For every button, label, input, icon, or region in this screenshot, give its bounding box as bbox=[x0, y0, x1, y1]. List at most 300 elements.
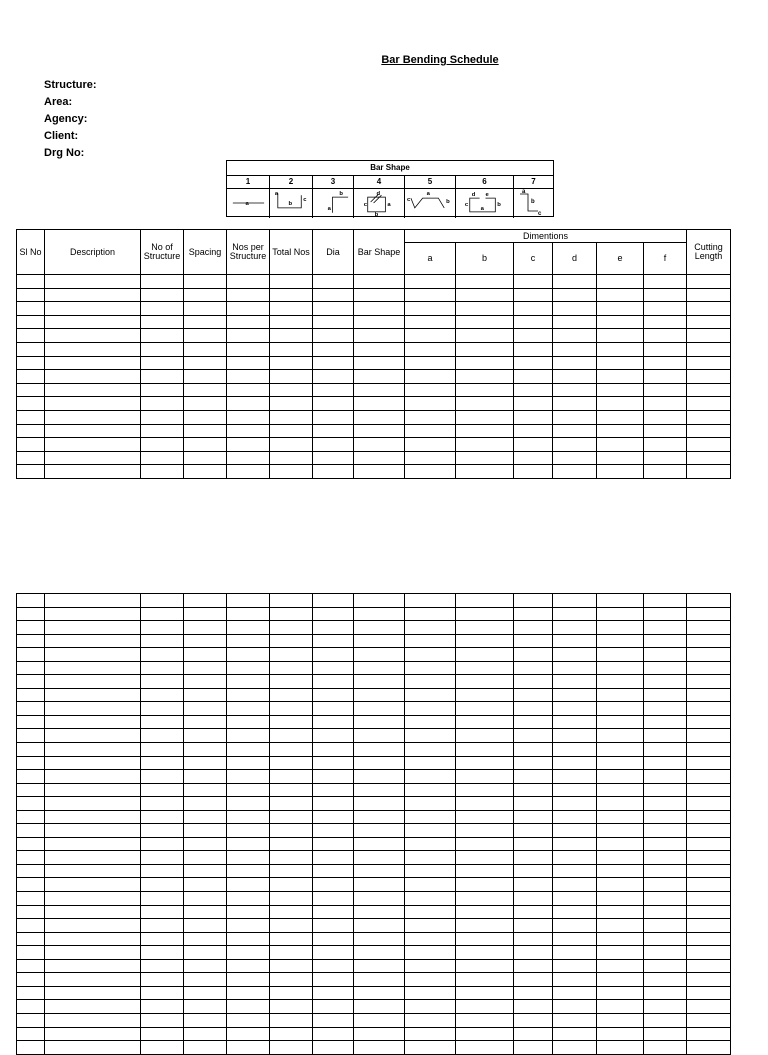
table-row bbox=[17, 837, 731, 851]
table-cell bbox=[313, 356, 354, 370]
table-cell bbox=[313, 275, 354, 289]
table-cell bbox=[456, 756, 514, 770]
table-cell bbox=[687, 397, 731, 411]
table-cell bbox=[313, 864, 354, 878]
table-cell bbox=[270, 756, 313, 770]
table-cell bbox=[354, 634, 405, 648]
table-row bbox=[17, 329, 731, 343]
table-cell bbox=[45, 370, 141, 384]
table-cell bbox=[597, 1041, 644, 1055]
table-cell bbox=[456, 715, 514, 729]
table-cell bbox=[456, 986, 514, 1000]
table-cell bbox=[227, 438, 270, 452]
table-cell bbox=[45, 1027, 141, 1041]
table-cell bbox=[184, 1013, 227, 1027]
table-row bbox=[17, 783, 731, 797]
table-cell bbox=[405, 397, 456, 411]
table-row bbox=[17, 451, 731, 465]
table-cell bbox=[354, 1027, 405, 1041]
header-dim-f: f bbox=[644, 243, 687, 275]
table-cell bbox=[405, 329, 456, 343]
table-cell bbox=[184, 410, 227, 424]
table-cell bbox=[17, 973, 45, 987]
table-cell bbox=[141, 892, 184, 906]
table-cell bbox=[687, 810, 731, 824]
table-cell bbox=[456, 688, 514, 702]
svg-text:a: a bbox=[327, 205, 331, 212]
table-cell bbox=[45, 756, 141, 770]
table-row bbox=[17, 864, 731, 878]
table-cell bbox=[184, 959, 227, 973]
table-cell bbox=[597, 1027, 644, 1041]
table-cell bbox=[405, 797, 456, 811]
table-cell bbox=[553, 851, 597, 865]
table-cell bbox=[687, 986, 731, 1000]
table-cell bbox=[227, 878, 270, 892]
table-cell bbox=[514, 288, 553, 302]
table-cell bbox=[597, 919, 644, 933]
table-cell bbox=[456, 702, 514, 716]
table-cell bbox=[405, 864, 456, 878]
table-cell bbox=[354, 275, 405, 289]
table-cell bbox=[270, 743, 313, 757]
table-cell bbox=[141, 675, 184, 689]
table-cell bbox=[597, 946, 644, 960]
table-cell bbox=[456, 302, 514, 316]
table-cell bbox=[354, 315, 405, 329]
table-cell bbox=[553, 342, 597, 356]
table-cell bbox=[687, 783, 731, 797]
table-cell bbox=[644, 783, 687, 797]
table-cell bbox=[553, 783, 597, 797]
table-cell bbox=[270, 465, 313, 479]
table-cell bbox=[405, 810, 456, 824]
table-cell bbox=[405, 594, 456, 608]
table-cell bbox=[270, 634, 313, 648]
table-cell bbox=[227, 783, 270, 797]
table-cell bbox=[405, 878, 456, 892]
table-cell bbox=[184, 342, 227, 356]
table-cell bbox=[17, 465, 45, 479]
legend-numbers bbox=[227, 176, 553, 189]
table-cell bbox=[514, 905, 553, 919]
legend-number-1: 1 bbox=[227, 176, 270, 188]
table-cell bbox=[514, 302, 553, 316]
table-cell bbox=[270, 973, 313, 987]
table-cell bbox=[45, 986, 141, 1000]
svg-text:e: e bbox=[485, 192, 489, 199]
table-cell bbox=[553, 1013, 597, 1027]
table-cell bbox=[354, 342, 405, 356]
table-cell bbox=[597, 342, 644, 356]
table-cell bbox=[184, 702, 227, 716]
table-cell bbox=[456, 275, 514, 289]
table-row bbox=[17, 946, 731, 960]
table-cell bbox=[313, 675, 354, 689]
table-cell bbox=[270, 383, 313, 397]
table-cell bbox=[184, 729, 227, 743]
table-cell bbox=[644, 329, 687, 343]
table-row bbox=[17, 743, 731, 757]
table-cell bbox=[313, 932, 354, 946]
table-cell bbox=[270, 621, 313, 635]
table-cell bbox=[227, 410, 270, 424]
table-cell bbox=[354, 783, 405, 797]
table-cell bbox=[184, 302, 227, 316]
table-cell bbox=[405, 607, 456, 621]
table-cell bbox=[597, 621, 644, 635]
table-cell bbox=[227, 451, 270, 465]
table-cell bbox=[644, 1013, 687, 1027]
table-cell bbox=[45, 424, 141, 438]
table-cell bbox=[227, 715, 270, 729]
table-cell bbox=[227, 851, 270, 865]
table-cell bbox=[45, 383, 141, 397]
table-cell bbox=[514, 275, 553, 289]
table-cell bbox=[597, 275, 644, 289]
table-cell bbox=[227, 1027, 270, 1041]
table-cell bbox=[597, 648, 644, 662]
table-cell bbox=[270, 810, 313, 824]
table-cell bbox=[227, 702, 270, 716]
header-dim-a: a bbox=[405, 243, 456, 275]
table-cell bbox=[313, 702, 354, 716]
table-cell bbox=[141, 465, 184, 479]
table-cell bbox=[141, 451, 184, 465]
table-cell bbox=[456, 892, 514, 906]
table-cell bbox=[405, 932, 456, 946]
table-cell bbox=[597, 634, 644, 648]
table-cell bbox=[313, 973, 354, 987]
table-cell bbox=[456, 770, 514, 784]
table-cell bbox=[687, 410, 731, 424]
table-cell bbox=[354, 905, 405, 919]
table-cell bbox=[553, 715, 597, 729]
table-cell bbox=[17, 837, 45, 851]
table-cell bbox=[687, 864, 731, 878]
table-cell bbox=[597, 932, 644, 946]
table-cell bbox=[227, 356, 270, 370]
table-cell bbox=[270, 451, 313, 465]
table-cell bbox=[514, 607, 553, 621]
table-cell bbox=[184, 756, 227, 770]
table-cell bbox=[405, 1013, 456, 1027]
table-cell bbox=[313, 770, 354, 784]
table-cell bbox=[17, 451, 45, 465]
table-cell bbox=[17, 702, 45, 716]
table-cell bbox=[514, 986, 553, 1000]
table-cell bbox=[227, 370, 270, 384]
table-cell bbox=[17, 275, 45, 289]
table-cell bbox=[184, 837, 227, 851]
table-cell bbox=[354, 397, 405, 411]
table-cell bbox=[514, 621, 553, 635]
table-cell bbox=[456, 864, 514, 878]
table-cell bbox=[405, 342, 456, 356]
table-cell bbox=[184, 315, 227, 329]
table-cell bbox=[405, 451, 456, 465]
table-cell bbox=[456, 675, 514, 689]
table-cell bbox=[687, 621, 731, 635]
svg-text:c: c bbox=[406, 197, 411, 204]
table-cell bbox=[141, 607, 184, 621]
table-cell bbox=[313, 1027, 354, 1041]
table-cell bbox=[456, 383, 514, 397]
table-cell bbox=[514, 729, 553, 743]
table-row bbox=[17, 770, 731, 784]
meta-block bbox=[44, 77, 97, 162]
table-cell bbox=[405, 675, 456, 689]
table-row bbox=[17, 465, 731, 479]
table-cell bbox=[687, 715, 731, 729]
table-row bbox=[17, 973, 731, 987]
table-cell bbox=[405, 756, 456, 770]
header-spacing: Spacing bbox=[184, 230, 227, 275]
table-row bbox=[17, 702, 731, 716]
table-cell bbox=[644, 315, 687, 329]
table-cell bbox=[597, 370, 644, 384]
table-cell bbox=[456, 946, 514, 960]
table-cell bbox=[141, 342, 184, 356]
table-cell bbox=[687, 329, 731, 343]
table-cell bbox=[184, 451, 227, 465]
table-cell bbox=[184, 356, 227, 370]
table-cell bbox=[553, 824, 597, 838]
table-cell bbox=[184, 946, 227, 960]
table-cell bbox=[644, 851, 687, 865]
header-dimensions: Dimentions bbox=[405, 230, 687, 243]
table-cell bbox=[644, 919, 687, 933]
table-cell bbox=[270, 878, 313, 892]
table-cell bbox=[687, 302, 731, 316]
table-cell bbox=[644, 634, 687, 648]
table-cell bbox=[313, 905, 354, 919]
svg-text:d: d bbox=[376, 191, 381, 198]
table-cell bbox=[270, 864, 313, 878]
table-cell bbox=[597, 315, 644, 329]
svg-text:a: a bbox=[426, 191, 430, 198]
table-cell bbox=[141, 594, 184, 608]
table-cell bbox=[597, 756, 644, 770]
table-cell bbox=[17, 892, 45, 906]
table-cell bbox=[354, 743, 405, 757]
table-cell bbox=[456, 465, 514, 479]
shape-crank-icon bbox=[313, 189, 354, 218]
table-cell bbox=[184, 986, 227, 1000]
svg-text:b: b bbox=[497, 201, 501, 208]
table-cell bbox=[45, 397, 141, 411]
table-cell bbox=[270, 919, 313, 933]
table-cell bbox=[597, 892, 644, 906]
table-cell bbox=[597, 607, 644, 621]
header-dim-e: e bbox=[597, 243, 644, 275]
table-cell bbox=[184, 715, 227, 729]
svg-text:a: a bbox=[245, 200, 249, 207]
table-cell bbox=[141, 837, 184, 851]
table-cell bbox=[553, 797, 597, 811]
table-cell bbox=[354, 383, 405, 397]
table-row bbox=[17, 756, 731, 770]
table-cell bbox=[456, 932, 514, 946]
table-cell bbox=[597, 465, 644, 479]
table-cell bbox=[597, 594, 644, 608]
table-row bbox=[17, 424, 731, 438]
table-cell bbox=[184, 275, 227, 289]
table-cell bbox=[514, 797, 553, 811]
table-cell bbox=[141, 410, 184, 424]
table-cell bbox=[687, 797, 731, 811]
table-cell bbox=[597, 770, 644, 784]
table-cell bbox=[514, 1013, 553, 1027]
table-cell bbox=[313, 1000, 354, 1014]
table-cell bbox=[270, 594, 313, 608]
table-cell bbox=[184, 1027, 227, 1041]
table-cell bbox=[687, 370, 731, 384]
table-cell bbox=[553, 973, 597, 987]
table-cell bbox=[597, 783, 644, 797]
table-row bbox=[17, 797, 731, 811]
table-cell bbox=[17, 783, 45, 797]
table-cell bbox=[141, 973, 184, 987]
table-cell bbox=[227, 770, 270, 784]
table-cell bbox=[644, 878, 687, 892]
table-cell bbox=[17, 1027, 45, 1041]
table-cell bbox=[405, 905, 456, 919]
table-cell bbox=[17, 715, 45, 729]
table-cell bbox=[514, 743, 553, 757]
table-cell bbox=[354, 837, 405, 851]
table-cell bbox=[184, 621, 227, 635]
meta-area: Area: bbox=[44, 96, 73, 108]
table-cell bbox=[17, 729, 45, 743]
header-no-of-structure: No of Structure bbox=[141, 230, 184, 275]
table-cell bbox=[553, 315, 597, 329]
table-cell bbox=[270, 302, 313, 316]
table-cell bbox=[514, 783, 553, 797]
table-cell bbox=[553, 410, 597, 424]
table-cell bbox=[644, 288, 687, 302]
table-cell bbox=[313, 451, 354, 465]
table-cell bbox=[597, 329, 644, 343]
table-cell bbox=[141, 370, 184, 384]
svg-text:b: b bbox=[339, 191, 343, 198]
table-cell bbox=[313, 661, 354, 675]
table-cell bbox=[597, 986, 644, 1000]
table-cell bbox=[141, 851, 184, 865]
table-cell bbox=[227, 905, 270, 919]
table-cell bbox=[644, 424, 687, 438]
table-cell bbox=[227, 342, 270, 356]
table-cell bbox=[687, 851, 731, 865]
table-cell bbox=[644, 715, 687, 729]
table-cell bbox=[45, 878, 141, 892]
table-cell bbox=[553, 986, 597, 1000]
table-cell bbox=[597, 383, 644, 397]
table-cell bbox=[270, 986, 313, 1000]
table-cell bbox=[644, 1027, 687, 1041]
table-cell bbox=[184, 824, 227, 838]
legend-shapes bbox=[227, 189, 553, 218]
continuation-table-body bbox=[17, 594, 731, 1055]
table-cell bbox=[405, 783, 456, 797]
table-cell bbox=[184, 878, 227, 892]
table-cell bbox=[270, 770, 313, 784]
table-row bbox=[17, 688, 731, 702]
table-cell bbox=[687, 729, 731, 743]
table-cell bbox=[514, 438, 553, 452]
table-cell bbox=[597, 288, 644, 302]
shape-bent-up-icon bbox=[405, 189, 456, 218]
table-cell bbox=[313, 986, 354, 1000]
table-cell bbox=[141, 919, 184, 933]
table-cell bbox=[405, 919, 456, 933]
table-cell bbox=[313, 424, 354, 438]
table-cell bbox=[553, 451, 597, 465]
table-cell bbox=[45, 783, 141, 797]
table-cell bbox=[313, 302, 354, 316]
table-cell bbox=[514, 892, 553, 906]
table-cell bbox=[354, 1013, 405, 1027]
table-cell bbox=[184, 1000, 227, 1014]
table-cell bbox=[553, 397, 597, 411]
table-cell bbox=[45, 648, 141, 662]
table-cell bbox=[553, 810, 597, 824]
table-cell bbox=[17, 770, 45, 784]
table-cell bbox=[313, 438, 354, 452]
table-cell bbox=[514, 397, 553, 411]
table-cell bbox=[227, 1013, 270, 1027]
table-cell bbox=[597, 675, 644, 689]
header-total-nos: Total Nos bbox=[270, 230, 313, 275]
table-cell bbox=[354, 424, 405, 438]
table-cell bbox=[687, 932, 731, 946]
table-cell bbox=[184, 892, 227, 906]
table-cell bbox=[456, 959, 514, 973]
table-cell bbox=[227, 729, 270, 743]
table-cell bbox=[514, 634, 553, 648]
table-cell bbox=[354, 302, 405, 316]
table-cell bbox=[597, 973, 644, 987]
table-cell bbox=[184, 1041, 227, 1055]
table-cell bbox=[405, 959, 456, 973]
table-cell bbox=[313, 783, 354, 797]
table-cell bbox=[456, 878, 514, 892]
table-cell bbox=[553, 356, 597, 370]
table-cell bbox=[405, 1041, 456, 1055]
table-cell bbox=[45, 342, 141, 356]
table-cell bbox=[687, 342, 731, 356]
table-cell bbox=[644, 986, 687, 1000]
table-cell bbox=[227, 465, 270, 479]
table-cell bbox=[553, 729, 597, 743]
table-cell bbox=[313, 594, 354, 608]
table-cell bbox=[45, 743, 141, 757]
table-cell bbox=[687, 438, 731, 452]
table-cell bbox=[184, 864, 227, 878]
table-cell bbox=[644, 959, 687, 973]
table-cell bbox=[184, 743, 227, 757]
svg-text:b: b bbox=[446, 199, 450, 206]
table-cell bbox=[354, 621, 405, 635]
table-cell bbox=[644, 370, 687, 384]
table-cell bbox=[644, 607, 687, 621]
table-cell bbox=[313, 648, 354, 662]
table-cell bbox=[405, 302, 456, 316]
table-cell bbox=[456, 905, 514, 919]
table-cell bbox=[644, 932, 687, 946]
bar-shape-legend bbox=[226, 160, 554, 217]
table-cell bbox=[227, 607, 270, 621]
